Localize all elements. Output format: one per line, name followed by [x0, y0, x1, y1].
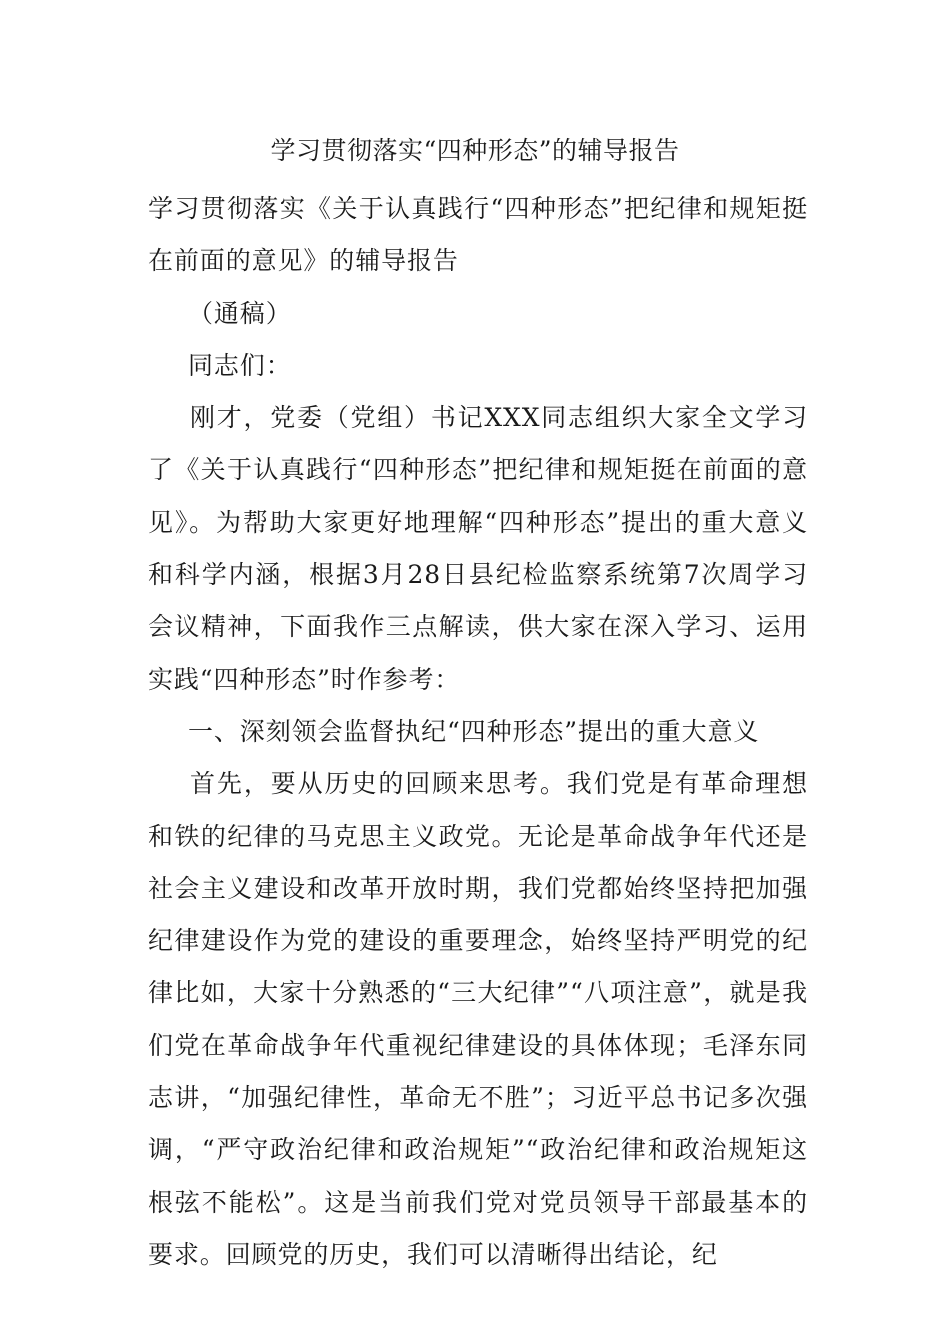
- intro-paragraph: 刚才，党委（党组）书记XXX同志组织大家全文学习了《关于认真践行“四种形态”把纪律和规矩挺在前面的意见》。为帮助大家更好地理解“四种形态”提出的重大意义和科学内涵，根据3月28日县纪检监察系统第7次周学习会议精神，下面我作三点解读，供大家在深入学习、运用实践“四种形态”时作参考：: [148, 403, 808, 694]
- document-subtitle: 学习贯彻落实《关于认真践行“四种形态”把纪律和规矩挺在前面的意见》的辅导报告: [148, 194, 808, 276]
- section-heading: 一、深刻领会监督执纪“四种形态”提出的重大意义: [188, 716, 760, 746]
- section-paragraph: 首先，要从历史的回顾来思考。我们党是有革命理想和铁的纪律的马克思主义政党。无论是革命战争年代还是社会主义建设和改革开放时期，我们党都始终坚持把加强纪律建设作为党的建设的重要理念，始终坚持严明党的纪律比如，大家十分熟悉的“三大纪律”“八项注意”，就是我们党在革命战争年代重视纪律建设的具体体现；毛泽东同志讲，“加强纪律性，革命无不胜”；习近平总书记多次强调，“严守政治纪律和政治规矩”“政治纪律和政治规矩这根弦不能松”。这是当前我们党对党员领导干部最基本的要求。回顾党的历史，我们可以清晰得出结论，纪: [148, 769, 808, 1269]
- document-title: 学习贯彻落实“四种形态”的辅导报告: [270, 136, 680, 165]
- document-body: [148, 183, 808, 1281]
- salutation: 同志们：: [188, 350, 292, 380]
- draft-note: （通稿）: [188, 298, 292, 328]
